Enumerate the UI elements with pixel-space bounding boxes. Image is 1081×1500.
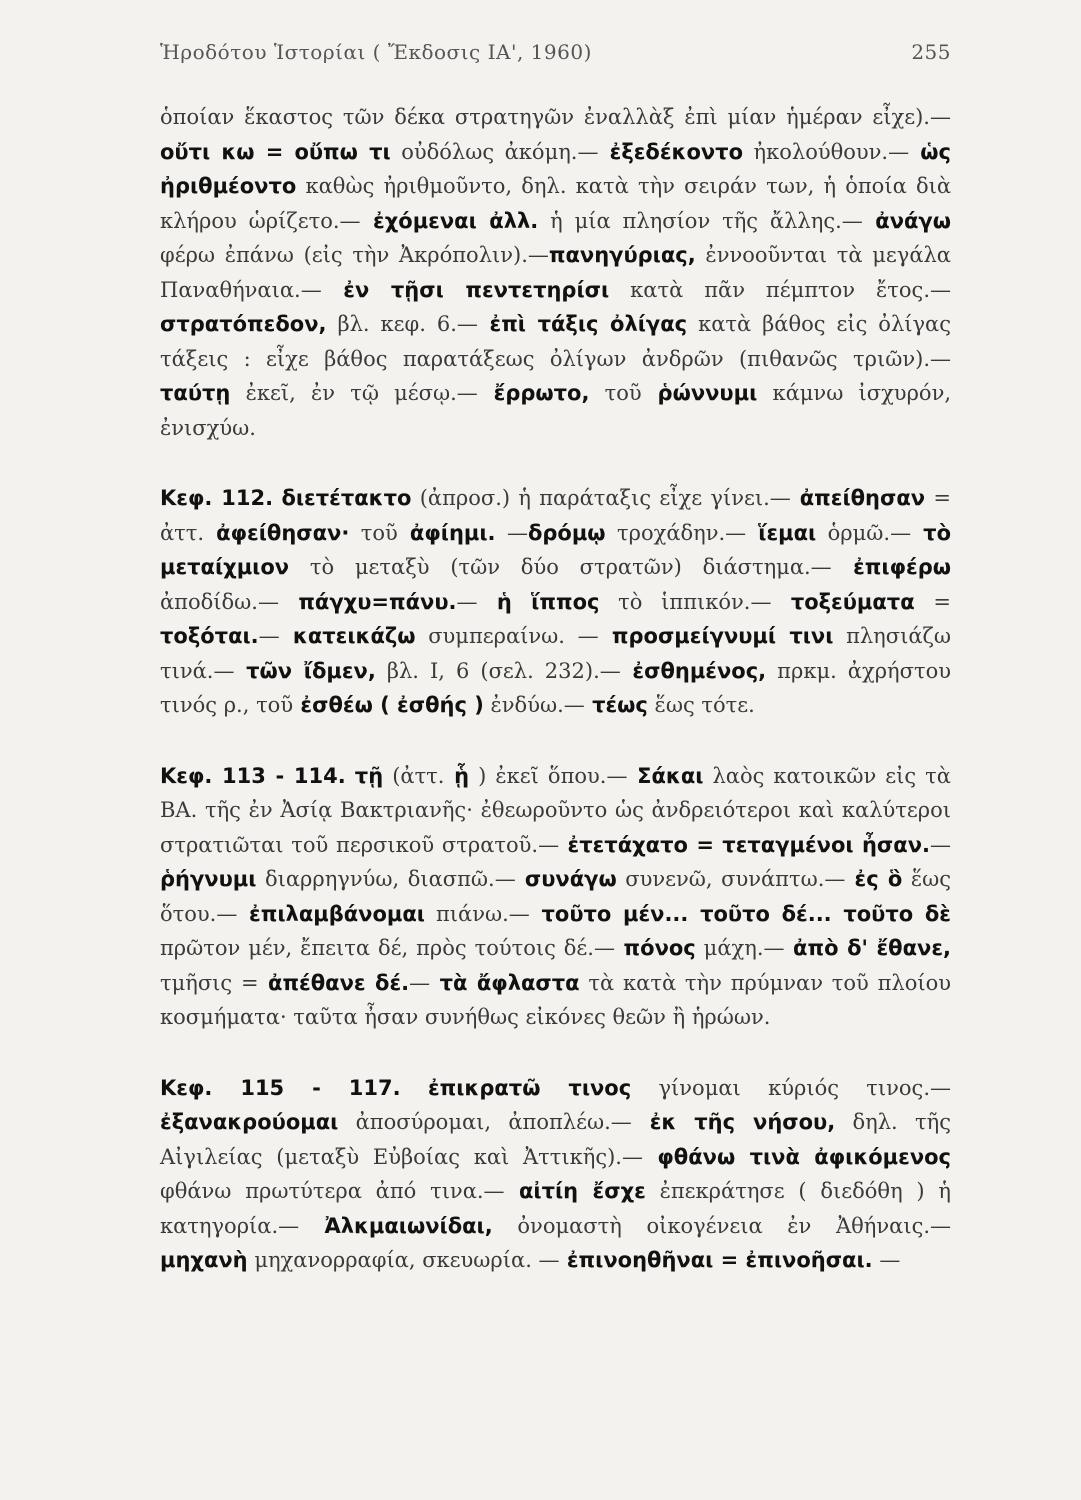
gloss-text: μάχη.— [695, 936, 785, 960]
gloss-text [346, 764, 355, 788]
lemma: ῥώννυμι [641, 381, 758, 405]
lemma: προσμείγνυμί τινι [598, 624, 834, 648]
gloss-text: πρκμ. ἀχρήστου τινός ρ., τοῦ [160, 658, 951, 717]
lemma: ἡ ἵππος [477, 589, 600, 614]
lemma: τὰ ἄφλαστα [430, 970, 580, 995]
gloss-text: κατὰ πᾶν πέμπτον ἔτος.— [609, 277, 951, 302]
gloss-text: γίνομαι κύριός τινος.— [631, 1075, 951, 1100]
gloss-text: ἡ μία πλησίον τῆς ἄλλης.— [538, 208, 863, 233]
gloss-text: τοῦ [349, 520, 398, 545]
gloss-text: διαρρηγνύω, διασπῶ.— [256, 867, 516, 891]
gloss-text: ἐπεκράτησε ( διεδόθη ) ἡ κατηγορία.— [160, 1179, 951, 1238]
gloss-text: = [914, 589, 951, 614]
gloss-text: καθὼς ἠριθμοῦντο, δηλ. κατὰ τὴν σειράν των, ἡ ὁποία διὰ κλήρου ὡρίζετο.— [160, 174, 951, 233]
gloss-text: πρῶτον μέν, ἔπειτα δέ, πρὸς τούτοις δέ.— [160, 936, 615, 960]
lemma: ἐξανακρούομαι [160, 1110, 339, 1134]
lemma: ἀφίημι. [397, 520, 496, 545]
lemma: ἐς ὃ [845, 867, 903, 891]
paragraph-kef-113-114 [160, 759, 951, 1035]
lemma: ἔρρωτο, [477, 381, 590, 405]
commentary-body [160, 100, 951, 1278]
gloss-text: οὐδόλως ἀκόμη.— [390, 139, 599, 164]
gloss-text: = ἀττ. [160, 486, 951, 545]
lemma: ἐκ τῆς νήσου, [631, 1110, 836, 1134]
gloss-text: πλησιάζω τινά.— [160, 624, 952, 683]
gloss-text: (ἀπροσ.) ἡ παράταξις εἶχε γίνει.— [411, 486, 791, 510]
gloss-text: (ἀττ. [383, 763, 445, 788]
lemma: ἐσθέω ( ἐσθής ) [293, 693, 484, 717]
gloss-text: βλ. I, 6 (σελ. 232).— [375, 658, 621, 683]
gloss-text: — [258, 624, 280, 648]
lemma: οὔτι κω = οὔπω τι [160, 139, 391, 164]
lemma: ἀπείθησαν [790, 486, 926, 510]
lemma: Κεφ. 113 - 114. [160, 763, 346, 788]
lemma: Σάκαι [627, 763, 704, 788]
lemma: τοξόται. [160, 624, 259, 648]
lemma: ᾗ [444, 763, 470, 788]
gloss-text: ἀποσύρομαι, ἀποπλέω.— [338, 1110, 632, 1134]
gloss-text: ἀποδίδω.— [160, 589, 279, 614]
lemma: ἀπὸ δ' ἔθανε, [784, 936, 951, 960]
gloss-text: ἐνδύω.— [483, 693, 585, 717]
gloss-text: τὰ κατὰ τὴν πρύμναν τοῦ πλοίου κοσμήματα· ταῦτα ἦσαν συνήθως εἰκόνες θεῶν ἢ ἡρώων. [160, 970, 951, 1029]
gloss-text: — [409, 970, 431, 995]
gloss-text: — [495, 520, 528, 545]
lemma: ἵεμαι [746, 520, 817, 545]
gloss-text: ὁρμῶ.— [816, 520, 912, 545]
gloss-text: τὸ ἱππικόν.— [599, 589, 772, 614]
lemma: τοῦτο μέν... τοῦτο δέ... τοῦτο δὲ [529, 901, 951, 926]
lemma: πανηγύριας, [548, 243, 696, 267]
gloss-text: κατὰ βάθος εἰς ὀλίγας τάξεις : εἶχε βάθος παρατάξεως ὀλίγων ἀνδρῶν (πιθανῶς τριῶν).— [160, 312, 951, 371]
lemma: συνάγω [515, 867, 617, 891]
gloss-text: — [930, 832, 951, 857]
lemma: ἀπέθανε δέ. [258, 970, 410, 995]
gloss-text: ἐννοοῦνται τὰ μεγάλα Παναθήναια.— [160, 243, 951, 302]
lemma: ἐν τῇσι πεντετηρίσι [321, 277, 610, 302]
gloss-text: τμῆσις = [160, 970, 259, 995]
gloss-text: ἠκολούθουν.— [743, 139, 910, 164]
gloss-text: ἕως ὅτου.— [160, 867, 951, 926]
gloss-text: βλ. κεφ. 6.— [326, 312, 478, 336]
gloss-text: ἕως τότε. [647, 693, 755, 717]
lemma: πόνος [614, 936, 696, 960]
lemma: ὡς ἠριθμέοντο [160, 139, 951, 198]
lemma: τῶν ἴδμεν, [234, 658, 376, 683]
paragraph-commentary-111 [160, 100, 951, 445]
lemma: ἐπιλαμβάνομαι [237, 901, 425, 926]
lemma: τῇ [354, 763, 384, 788]
gloss-text: ἐκεῖ, ἐν τῷ μέσῳ.— [230, 381, 478, 405]
lemma: ῥήγνυμι [160, 867, 257, 891]
lemma: ἐπικρατῶ τινος [427, 1075, 632, 1100]
lemma: κατεικάζω [279, 624, 416, 648]
lemma: δρόμῳ [527, 520, 606, 545]
gloss-text: — [872, 1248, 901, 1272]
lemma: ἐπιφέρω [831, 555, 951, 579]
gloss-text: — [456, 589, 478, 614]
lemma: ἐξεδέκοντο [598, 139, 744, 164]
lemma: τὸ μεταίχμιον [160, 520, 952, 579]
gloss-text [401, 1076, 428, 1100]
gloss-text: τοῦ [589, 381, 642, 405]
running-title: Ἡροδότου Ἱστορίαι ( Ἔκδοσις ΙΑ', 1960) [160, 40, 592, 64]
gloss-text: μηχανορραφία, σκευωρία. — [247, 1248, 560, 1272]
lemma: τοξεύματα [771, 589, 915, 614]
lemma: τέως [584, 693, 648, 717]
lemma: διετέτακτο [281, 486, 412, 510]
gloss-text: δηλ. τῆς Αἰγιλείας (μεταξὺ Εὐβοίας καὶ Ἀττικῆς).— [160, 1110, 951, 1169]
lemma: Ἀλκμαιωνίδαι, [299, 1213, 493, 1238]
lemma: ἐπὶ τάξις ὀλίγας [477, 312, 688, 336]
running-head [160, 40, 951, 64]
lemma: πάγχυ=πάνυ. [278, 589, 457, 614]
lemma: φθάνω τινὰ ἀφικόμενος [642, 1144, 952, 1169]
lemma: ἐτετάχατο = τεταγμένοι ἦσαν. [559, 832, 930, 857]
lemma: ἐσθημένος, [620, 658, 767, 683]
lemma: μηχανὴ [160, 1248, 248, 1272]
lemma: ἐχόμεναι ἀλλ. [360, 208, 539, 233]
lemma: στρατόπεδον, [160, 312, 327, 336]
lemma: αἰτίη ἔσχε [504, 1179, 646, 1203]
gloss-text: φέρω ἐπάνω (εἰς τὴν Ἀκρόπολιν).— [160, 243, 549, 267]
lemma: Κεφ. 112. [160, 486, 274, 510]
lemma: Κεφ. 115 - 117. [160, 1075, 401, 1100]
gloss-text: συμπεραίνω. — [415, 624, 599, 648]
gloss-text: συνενῶ, συνάπτω.— [616, 867, 846, 891]
paragraph-kef-115-117 [160, 1071, 951, 1278]
gloss-text: ὁποίαν ἕκαστος τῶν δέκα στρατηγῶν ἐναλλὰξ ἐπὶ μίαν ἡμέραν εἶχε).— [160, 105, 951, 129]
lemma: ἀφείθησαν· [204, 520, 350, 545]
gloss-text: τὸ μεταξὺ (τῶν δύο στρατῶν) διάστημα.— [289, 555, 832, 579]
gloss-text: πιάνω.— [424, 901, 530, 926]
lemma: ἐπινοηθῆναι = ἐπινοῆσαι. [559, 1248, 873, 1272]
lemma: ἀνάγω [862, 208, 951, 233]
gloss-text: ) ἐκεῖ ὅπου.— [469, 763, 628, 788]
gloss-text: φθάνω πρωτύτερα ἀπό τινα.— [160, 1179, 505, 1203]
gloss-text: κάμνω ἰσχυρόν, ἐνισχύω. [160, 381, 952, 440]
paragraph-kef-112 [160, 481, 951, 723]
page-number: 255 [911, 40, 951, 64]
gloss-text: τροχάδην.— [605, 520, 747, 545]
gloss-text: ὀνομαστὴ οἰκογένεια ἐν Ἀθήναις.— [492, 1213, 952, 1238]
lemma: ταύτῃ [160, 381, 231, 405]
gloss-text: λαὸς κατοικῶν εἰς τὰ ΒΑ. τῆς ἐν Ἀσίᾳ Βακτριανῆς· ἐθεωροῦντο ὡς ἀνδρειότεροι καὶ καλύτεροι στρατιῶται τοῦ περσικοῦ στρατοῦ.— [160, 763, 951, 857]
